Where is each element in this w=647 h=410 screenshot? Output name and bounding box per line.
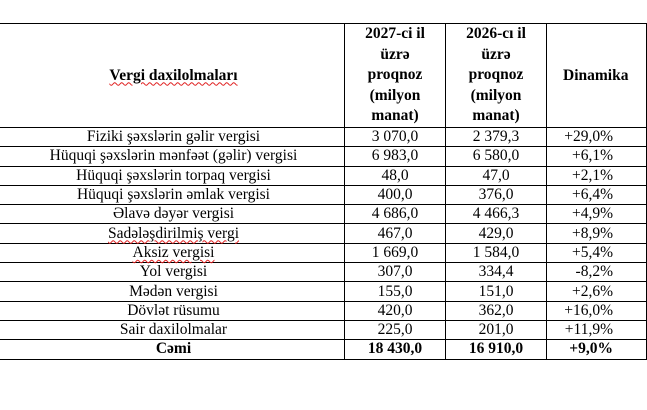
row-name: Hüquqi şəxslərin torpaq vergisi	[0, 166, 345, 185]
header-row	[0, 24, 647, 128]
row-dynamics: +8,9%	[547, 224, 647, 243]
row-value-2027: 1 669,0	[345, 243, 446, 262]
row-name-label: Sadələşdirilmiş vergi	[107, 224, 240, 242]
table-row	[0, 205, 647, 224]
header-dynamics: Dinamika	[547, 24, 647, 128]
row-name: Yol vergisi	[0, 263, 345, 282]
row-dynamics: +5,4%	[547, 243, 647, 262]
total-label: Cəmi	[0, 340, 345, 359]
row-dynamics: +2,1%	[547, 166, 647, 185]
tax-revenue-table-wrapper	[0, 23, 629, 401]
table-row	[0, 243, 647, 262]
row-dynamics: +16,0%	[547, 301, 647, 320]
row-value-2026: 376,0	[446, 185, 547, 204]
table-row	[0, 166, 647, 185]
row-value-2026: 429,0	[446, 224, 547, 243]
row-value-2026: 362,0	[446, 301, 547, 320]
row-value-2026: 151,0	[446, 282, 547, 301]
total-value-2027: 18 430,0	[345, 340, 446, 359]
table-row	[0, 301, 647, 320]
row-value-2026: 2 379,3	[446, 128, 547, 147]
row-value-2027: 48,0	[345, 166, 446, 185]
row-value-2027: 3 070,0	[345, 128, 446, 147]
table-row	[0, 320, 647, 339]
row-value-2026: 6 580,0	[446, 147, 547, 166]
row-value-2026: 47,0	[446, 166, 547, 185]
row-dynamics: +6,1%	[547, 147, 647, 166]
row-name: Əlavə dəyər vergisi	[0, 205, 345, 224]
row-value-2027: 400,0	[345, 185, 446, 204]
row-value-2027: 225,0	[345, 320, 446, 339]
row-name: Hüquqi şəxslərin mənfəət (gəlir) vergisi	[0, 147, 345, 166]
row-dynamics: +2,6%	[547, 282, 647, 301]
row-value-2026: 201,0	[446, 320, 547, 339]
table-row	[0, 282, 647, 301]
row-name-label: Aksiz vergisi	[132, 243, 215, 261]
row-name: Hüquqi şəxslərin əmlak vergisi	[0, 185, 345, 204]
row-dynamics: -8,2%	[547, 263, 647, 282]
header-forecast-2027: 2027-ci il üzrə proqnoz (milyon manat)	[345, 24, 446, 128]
table-row	[0, 185, 647, 204]
row-value-2027: 155,0	[345, 282, 446, 301]
row-name: Sair daxilolmalar	[0, 320, 345, 339]
total-value-2026: 16 910,0	[446, 340, 547, 359]
row-name: Mədən vergisi	[0, 282, 345, 301]
total-dynamics: +9,0%	[547, 340, 647, 359]
header-tax-revenues	[0, 24, 345, 128]
row-value-2027: 467,0	[345, 224, 446, 243]
table-row	[0, 147, 647, 166]
row-dynamics: +29,0%	[547, 128, 647, 147]
row-value-2026: 4 466,3	[446, 205, 547, 224]
table-row	[0, 263, 647, 282]
tax-revenue-table	[0, 23, 647, 360]
table-row	[0, 128, 647, 147]
row-value-2027: 307,0	[345, 263, 446, 282]
row-value-2027: 420,0	[345, 301, 446, 320]
row-name	[0, 224, 345, 243]
row-name: Dövlət rüsumu	[0, 301, 345, 320]
row-dynamics: +11,9%	[547, 320, 647, 339]
header-forecast-2026: 2026-cı il üzrə proqnoz (milyon manat)	[446, 24, 547, 128]
total-row	[0, 340, 647, 359]
row-value-2026: 334,4	[446, 263, 547, 282]
row-value-2026: 1 584,0	[446, 243, 547, 262]
header-tax-revenues-label: Vergi daxilolmaları	[109, 66, 238, 84]
row-dynamics: +4,9%	[547, 205, 647, 224]
row-name: Fiziki şəxslərin gəlir vergisi	[0, 128, 345, 147]
row-value-2027: 4 686,0	[345, 205, 446, 224]
row-dynamics: +6,4%	[547, 185, 647, 204]
row-value-2027: 6 983,0	[345, 147, 446, 166]
table-row	[0, 224, 647, 243]
row-name	[0, 243, 345, 262]
